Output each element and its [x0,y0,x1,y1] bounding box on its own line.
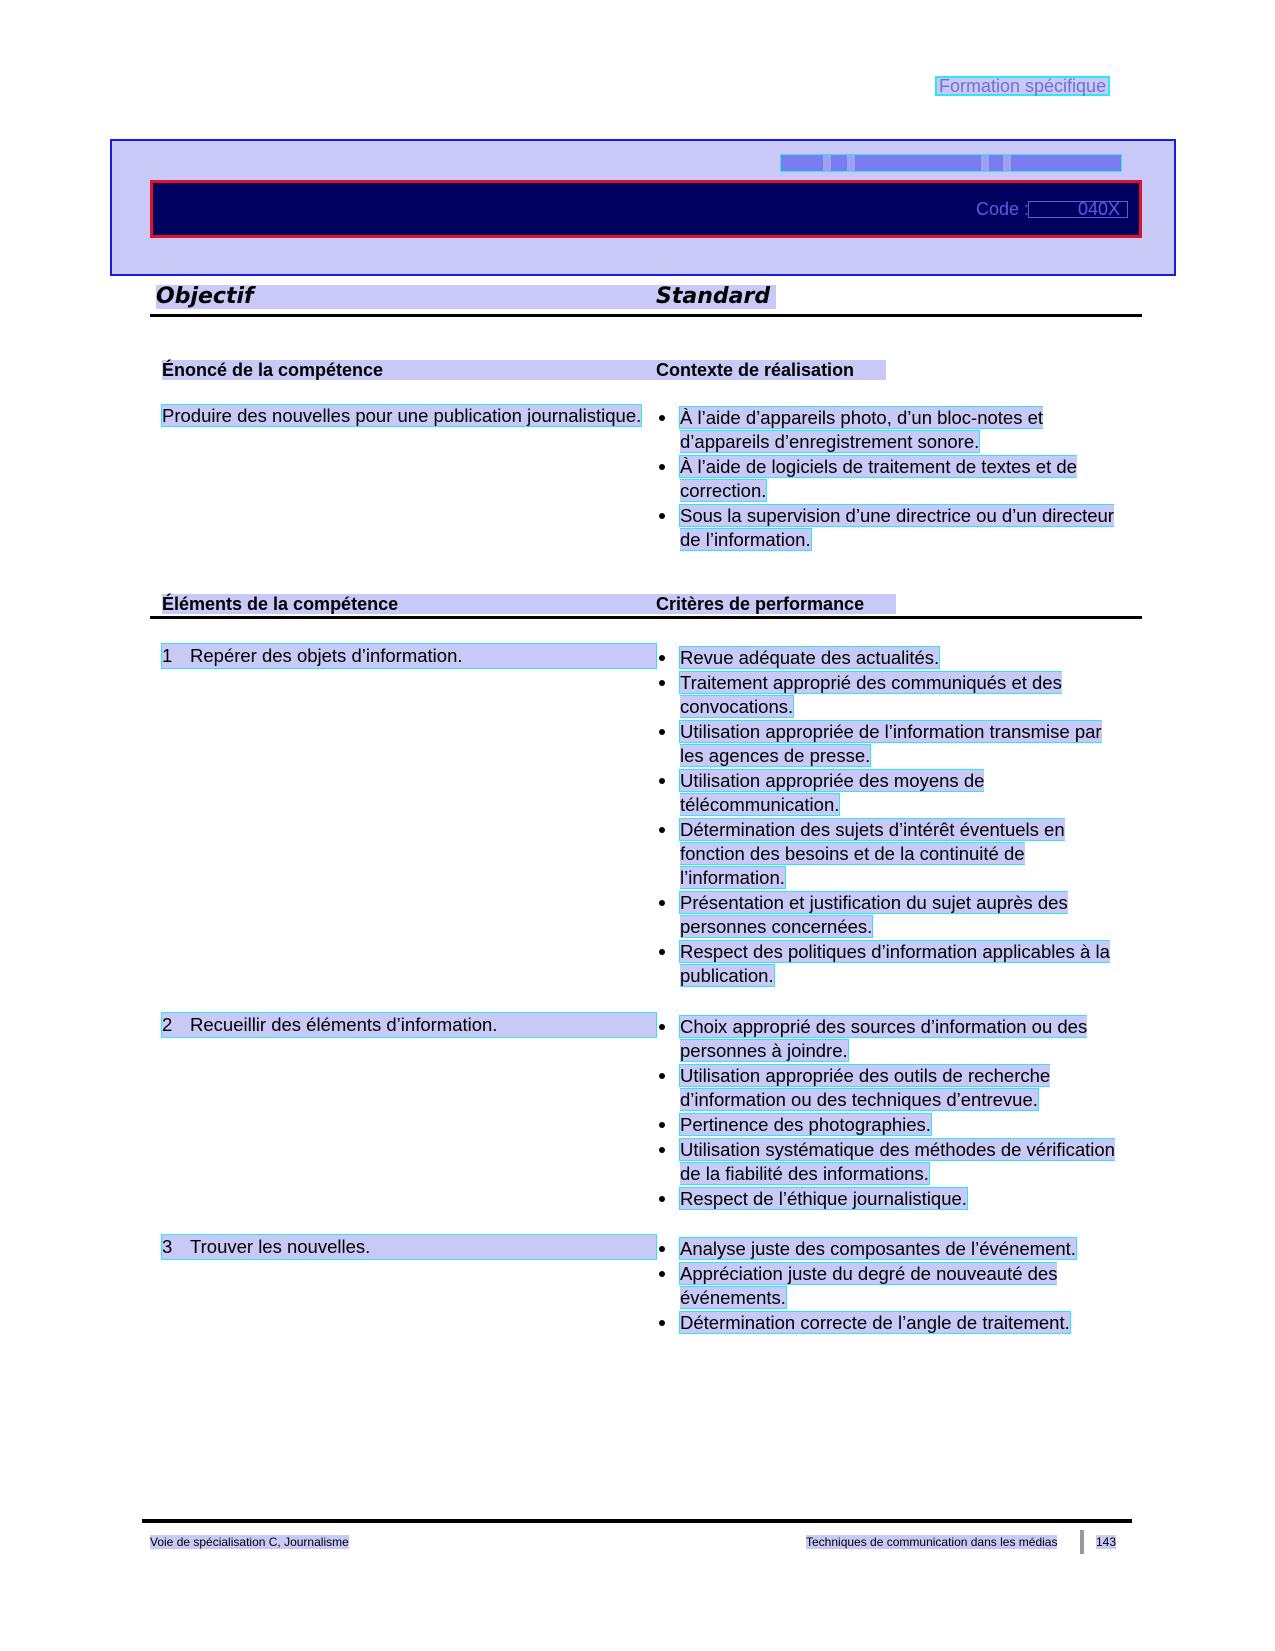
bullet-icon [659,513,665,519]
criterion-item [656,646,1126,670]
criteria-heading: Critères de performance [656,594,896,614]
criterion-text: Sous la supervision d’une directrice ou d’un directeur de l’information. [680,505,1114,550]
element-row [162,644,656,668]
criterion-text: Présentation et justification du sujet auprès des personnes concernées. [680,892,1068,937]
criterion-item [656,1187,1126,1211]
section-header: Formation spécifique [935,76,1110,96]
criterion-text: Analyse juste des composantes de l’événement. [680,1238,1076,1259]
element-number: 3 [162,1236,173,1257]
element-row [162,1013,656,1037]
element-number: 1 [162,645,173,666]
statement-text [162,404,656,428]
element-text: Recueillir des éléments d’information. [190,1014,498,1035]
criterion-text: Utilisation appropriée des outils de recherche d’information ou des techniques d’entrevue. [680,1065,1051,1110]
criterion-text: Détermination des sujets d’intérêt éventuels en fonction des besoins et de la continuité de l’information. [680,819,1065,888]
criterion-text: Respect de l’éthique journalistique. [680,1188,967,1209]
bullet-icon [659,1271,665,1277]
objective-column-title: Objectif [156,285,656,309]
criterion-text: Appréciation juste du degré de nouveauté des événements. [680,1263,1058,1308]
criterion-text: Utilisation systématique des méthodes de vérification de la fiabilité des informations. [680,1139,1115,1184]
criterion-text: Pertinence des photographies. [680,1114,931,1135]
criterion-item [656,1064,1126,1112]
criterion-item [656,1113,1126,1137]
page-number: 143 [1096,1535,1117,1549]
element-row [162,1235,656,1259]
criterion-item [656,504,1126,552]
criterion-item [656,1138,1126,1186]
criterion-item [656,1311,1126,1335]
bullet-icon [659,778,665,784]
criteria-list [656,646,1126,989]
element-number: 2 [162,1014,173,1035]
footer-separator [1080,1530,1084,1554]
criterion-item [656,671,1126,719]
criterion-text: Traitement approprié des communiqués et des convocations. [680,672,1062,717]
element-label [162,1235,656,1259]
criterion-text: À l’aide d’appareils photo, d’un bloc-notes et d’appareils d’enregistrement sonore. [680,407,1044,452]
element-label [162,1013,656,1037]
bullet-icon [659,900,665,906]
criterion-item [656,455,1126,503]
bullet-icon [659,464,665,470]
criterion-item [656,769,1126,817]
footer-left: Voie de spécialisation C, Journalisme [150,1535,349,1549]
criterion-item [656,1015,1126,1063]
criterion-text: Choix approprié des sources d’information ou des personnes à joindre. [680,1016,1088,1061]
bullet-icon [659,827,665,833]
criterion-text: Utilisation appropriée de l’information transmise par les agences de presse. [680,721,1102,766]
statement-text-content: Produire des nouvelles pour une publication journalistique. [162,405,642,426]
criteria-list [656,1237,1126,1336]
context-heading: Contexte de réalisation [656,360,886,380]
bullet-icon [659,1073,665,1079]
footer-right: Techniques de communication dans les médias [806,1535,1058,1549]
bullet-icon [659,729,665,735]
criterion-item [656,1262,1126,1310]
criterion-item [656,818,1126,890]
criteria-list [656,1015,1126,1212]
bullet-icon [659,415,665,421]
criterion-item [656,406,1126,454]
criterion-item [656,940,1126,988]
element-text: Trouver les nouvelles. [190,1236,371,1257]
bullet-icon [659,1196,665,1202]
bullet-icon [659,1024,665,1030]
elements-heading: Éléments de la compétence [162,594,656,614]
code-value: 040X [1078,199,1121,219]
standard-column-title: Standard [656,285,776,309]
criterion-item [656,720,1126,768]
criterion-text: Respect des politiques d’information applicables à la publication. [680,941,1110,986]
criteria-rule [150,616,1142,619]
criterion-text: À l’aide de logiciels de traitement de textes et de correction. [680,456,1077,501]
statement-heading: Énoncé de la compétence [162,360,656,380]
banner-decoration-strip [780,154,1122,172]
bullet-icon [659,1147,665,1153]
bullet-icon [659,1122,665,1128]
element-label [162,644,656,668]
code-label: Code : [976,199,1030,219]
title-rule [150,314,1142,317]
element-text: Repérer des objets d’information. [190,645,463,666]
bullet-icon [659,680,665,686]
criterion-text: Utilisation appropriée des moyens de télécommunication. [680,770,985,815]
footer-rule [142,1519,1132,1523]
criterion-text: Détermination correcte de l’angle de traitement. [680,1312,1070,1333]
criterion-item [656,1237,1126,1261]
bullet-icon [659,1320,665,1326]
criterion-text: Revue adéquate des actualités. [680,647,940,668]
context-list [656,406,1126,553]
bullet-icon [659,949,665,955]
criterion-item [656,891,1126,939]
bullet-icon [659,655,665,661]
bullet-icon [659,1246,665,1252]
